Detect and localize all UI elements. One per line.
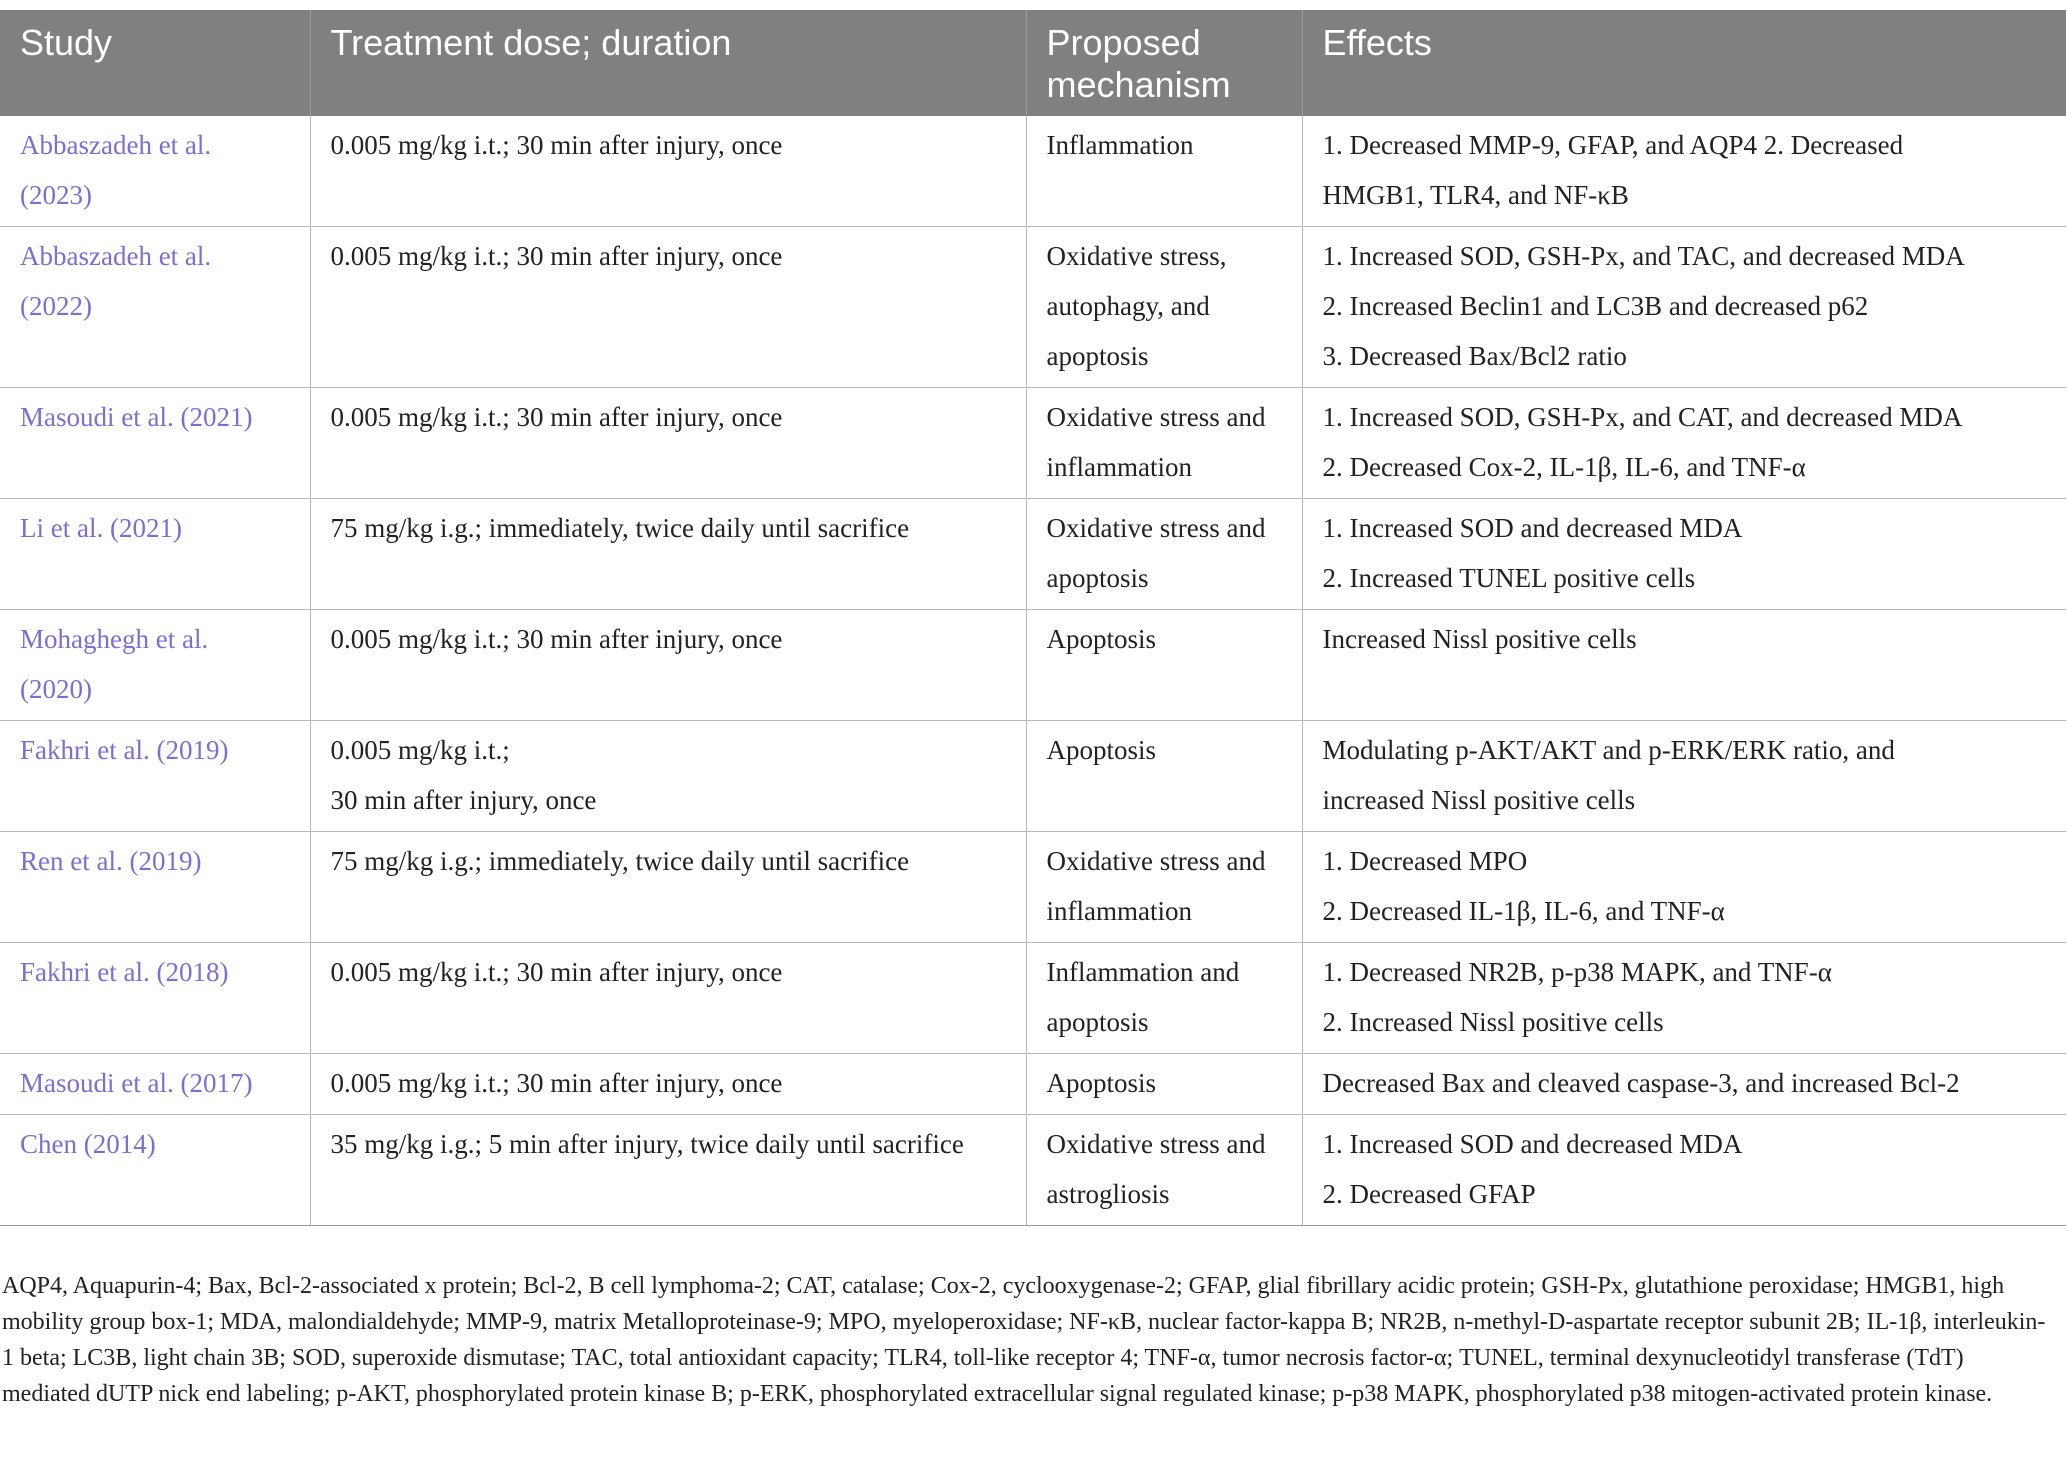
- cell-text: 0.005 mg/kg i.t.; 30 min after injury, once: [330, 1068, 783, 1098]
- mechanism-cell: [1026, 1054, 1302, 1115]
- study-citation-link[interactable]: (2020): [20, 674, 92, 704]
- cell-text: 1. Increased SOD, GSH-Px, and CAT, and decreased MDA: [1322, 402, 1963, 432]
- study-citation-link[interactable]: Abbaszadeh et al.: [20, 241, 212, 271]
- cell-text: Modulating p-AKT/AKT and p-ERK/ERK ratio, and: [1322, 735, 1895, 765]
- header-row: [0, 10, 2066, 116]
- cell-text: inflammation: [1046, 896, 1192, 926]
- table-row: [0, 116, 2066, 227]
- cell-text: 0.005 mg/kg i.t.; 30 min after injury, once: [330, 957, 783, 987]
- dose-cell: [310, 227, 1026, 388]
- study-cell[interactable]: [0, 721, 310, 832]
- cell-text: Oxidative stress and: [1046, 846, 1266, 876]
- mechanism-cell: [1026, 388, 1302, 499]
- cell-text: 0.005 mg/kg i.t.; 30 min after injury, once: [330, 130, 783, 160]
- effects-cell: [1302, 1054, 2066, 1115]
- header-effects: Effects: [1302, 10, 2066, 116]
- study-citation-link[interactable]: Fakhri et al. (2018): [20, 957, 229, 987]
- cell-text: 3. Decreased Bax/Bcl2 ratio: [1322, 341, 1627, 371]
- effects-cell: [1302, 610, 2066, 721]
- study-citation-link[interactable]: Abbaszadeh et al.: [20, 130, 212, 160]
- effects-cell: [1302, 227, 2066, 388]
- dose-cell: [310, 1054, 1026, 1115]
- cell-text: 1. Increased SOD and decreased MDA: [1322, 513, 1743, 543]
- table-row: [0, 227, 2066, 388]
- cell-text: 75 mg/kg i.g.; immediately, twice daily until sacrifice: [330, 846, 910, 876]
- study-citation-link[interactable]: Li et al. (2021): [20, 513, 182, 543]
- table-header: [0, 10, 2066, 116]
- cell-text: Oxidative stress and: [1046, 402, 1266, 432]
- mechanism-cell: [1026, 610, 1302, 721]
- cell-text: 75 mg/kg i.g.; immediately, twice daily until sacrifice: [330, 513, 910, 543]
- cell-text: 1. Decreased MMP-9, GFAP, and AQP4 2. Decreased: [1322, 130, 1904, 160]
- cell-text: Inflammation and: [1046, 957, 1240, 987]
- mechanism-cell: [1026, 721, 1302, 832]
- dose-cell: [310, 610, 1026, 721]
- study-citation-link[interactable]: (2023): [20, 180, 92, 210]
- study-citation-link[interactable]: Masoudi et al. (2021): [20, 402, 253, 432]
- effects-cell: [1302, 116, 2066, 227]
- mechanism-cell: [1026, 832, 1302, 943]
- study-cell[interactable]: [0, 832, 310, 943]
- effects-cell: [1302, 832, 2066, 943]
- table-row: [0, 1054, 2066, 1115]
- mechanism-cell: [1026, 943, 1302, 1054]
- dose-cell: [310, 499, 1026, 610]
- study-cell[interactable]: [0, 499, 310, 610]
- table-row: [0, 721, 2066, 832]
- study-cell[interactable]: [0, 388, 310, 499]
- table-row: [0, 610, 2066, 721]
- study-cell[interactable]: [0, 116, 310, 227]
- cell-text: apoptosis: [1046, 563, 1149, 593]
- cell-text: 2. Decreased GFAP: [1322, 1179, 1536, 1209]
- cell-text: Apoptosis: [1046, 735, 1157, 765]
- table-row: [0, 388, 2066, 499]
- effects-cell: [1302, 721, 2066, 832]
- study-citation-link[interactable]: Fakhri et al. (2019): [20, 735, 229, 765]
- cell-text: 0.005 mg/kg i.t.; 30 min after injury, once: [330, 402, 783, 432]
- abbreviations-footnote: AQP4, Aquapurin-4; Bax, Bcl-2-associated x protein; Bcl-2, B cell lymphoma-2; CAT, catalase; Cox-2, cyclooxygenase-2; GFAP, glial fibrillary acidic protein; GSH-Px, glutathione peroxidase; HMGB1, high mobility group box-1; MDA, malondialdehyde; MMP-9, matrix Metalloproteinase-9; MPO, myeloperoxidase; NF-κB, nuclear factor-kappa B; NR2B, n-methyl-D-aspartate receptor subunit 2B; IL-1β, interleukin-1 beta; LC3B, light chain 3B; SOD, superoxide dismutase; TAC, total antioxidant capacity; TLR4, toll-like receptor 4; TNF-α, tumor necrosis factor-α; TUNEL, terminal dexynucleotidyl transferase (TdT) mediated dUTP nick end labeling; p-AKT, phosphorylated protein kinase B; p-ERK, phosphorylated extracellular signal regulated kinase; p-p38 MAPK, phosphorylated p38 mitogen-activated protein kinase.: [2, 1273, 2046, 1407]
- cell-text: Decreased Bax and cleaved caspase-3, and increased Bcl-2: [1322, 1068, 1960, 1098]
- cell-text: Apoptosis: [1046, 1068, 1157, 1098]
- cell-text: 0.005 mg/kg i.t.; 30 min after injury, once: [330, 624, 783, 654]
- cell-text: 1. Increased SOD and decreased MDA: [1322, 1129, 1743, 1159]
- mechanism-cell: [1026, 1115, 1302, 1226]
- cell-text: 0.005 mg/kg i.t.; 30 min after injury, once: [330, 241, 783, 271]
- cell-text: Apoptosis: [1046, 624, 1157, 654]
- table-row: [0, 943, 2066, 1054]
- cell-text: 1. Decreased MPO: [1322, 846, 1528, 876]
- dose-cell: [310, 1115, 1026, 1226]
- header-study: Study: [0, 10, 310, 116]
- dose-cell: [310, 721, 1026, 832]
- cell-text: 2. Increased TUNEL positive cells: [1322, 563, 1696, 593]
- header-proposed-mechanism: Proposed mechanism: [1026, 10, 1302, 116]
- dose-cell: [310, 943, 1026, 1054]
- cell-text: 30 min after injury, once: [330, 785, 597, 815]
- study-citation-link[interactable]: (2022): [20, 291, 92, 321]
- cell-text: 2. Decreased IL-1β, IL-6, and TNF-α: [1322, 896, 1725, 926]
- studies-table: [0, 10, 2066, 1226]
- table-row: [0, 832, 2066, 943]
- study-citation-link[interactable]: Chen (2014): [20, 1129, 156, 1159]
- cell-text: Inflammation: [1046, 130, 1194, 160]
- table-row: [0, 1115, 2066, 1226]
- table-body: [0, 116, 2066, 1226]
- effects-cell: [1302, 1115, 2066, 1226]
- table-row: [0, 499, 2066, 610]
- cell-text: Oxidative stress and: [1046, 513, 1266, 543]
- cell-text: 2. Increased Nissl positive cells: [1322, 1007, 1664, 1037]
- cell-text: Oxidative stress and: [1046, 1129, 1266, 1159]
- cell-text: apoptosis: [1046, 1007, 1149, 1037]
- dose-cell: [310, 832, 1026, 943]
- study-cell[interactable]: [0, 1054, 310, 1115]
- mechanism-cell: [1026, 499, 1302, 610]
- cell-text: increased Nissl positive cells: [1322, 785, 1636, 815]
- mechanism-cell: [1026, 227, 1302, 388]
- cell-text: 0.005 mg/kg i.t.;: [330, 735, 510, 765]
- header-treatment-dose: Treatment dose; duration: [310, 10, 1026, 116]
- study-cell[interactable]: [0, 227, 310, 388]
- cell-text: 2. Increased Beclin1 and LC3B and decreased p62: [1322, 291, 1869, 321]
- effects-cell: [1302, 388, 2066, 499]
- cell-text: 35 mg/kg i.g.; 5 min after injury, twice daily until sacrifice: [330, 1129, 964, 1159]
- effects-cell: [1302, 499, 2066, 610]
- dose-cell: [310, 388, 1026, 499]
- study-citation-link[interactable]: Mohaghegh et al.: [20, 624, 209, 654]
- study-cell[interactable]: [0, 943, 310, 1054]
- cell-text: astrogliosis: [1046, 1179, 1170, 1209]
- cell-text: autophagy, and: [1046, 291, 1210, 321]
- study-citation-link[interactable]: Masoudi et al. (2017): [20, 1068, 253, 1098]
- mechanism-cell: [1026, 116, 1302, 227]
- study-cell[interactable]: [0, 1115, 310, 1226]
- cell-text: apoptosis: [1046, 341, 1149, 371]
- study-cell[interactable]: [0, 610, 310, 721]
- study-citation-link[interactable]: Ren et al. (2019): [20, 846, 202, 876]
- cell-text: inflammation: [1046, 452, 1192, 482]
- dose-cell: [310, 116, 1026, 227]
- cell-text: 1. Increased SOD, GSH-Px, and TAC, and decreased MDA: [1322, 241, 1965, 271]
- cell-text: Oxidative stress,: [1046, 241, 1227, 271]
- effects-cell: [1302, 943, 2066, 1054]
- cell-text: 2. Decreased Cox-2, IL-1β, IL-6, and TNF-α: [1322, 452, 1806, 482]
- cell-text: HMGB1, TLR4, and NF-κB: [1322, 180, 1629, 210]
- cell-text: Increased Nissl positive cells: [1322, 624, 1637, 654]
- cell-text: 1. Decreased NR2B, p-p38 MAPK, and TNF-α: [1322, 957, 1832, 987]
